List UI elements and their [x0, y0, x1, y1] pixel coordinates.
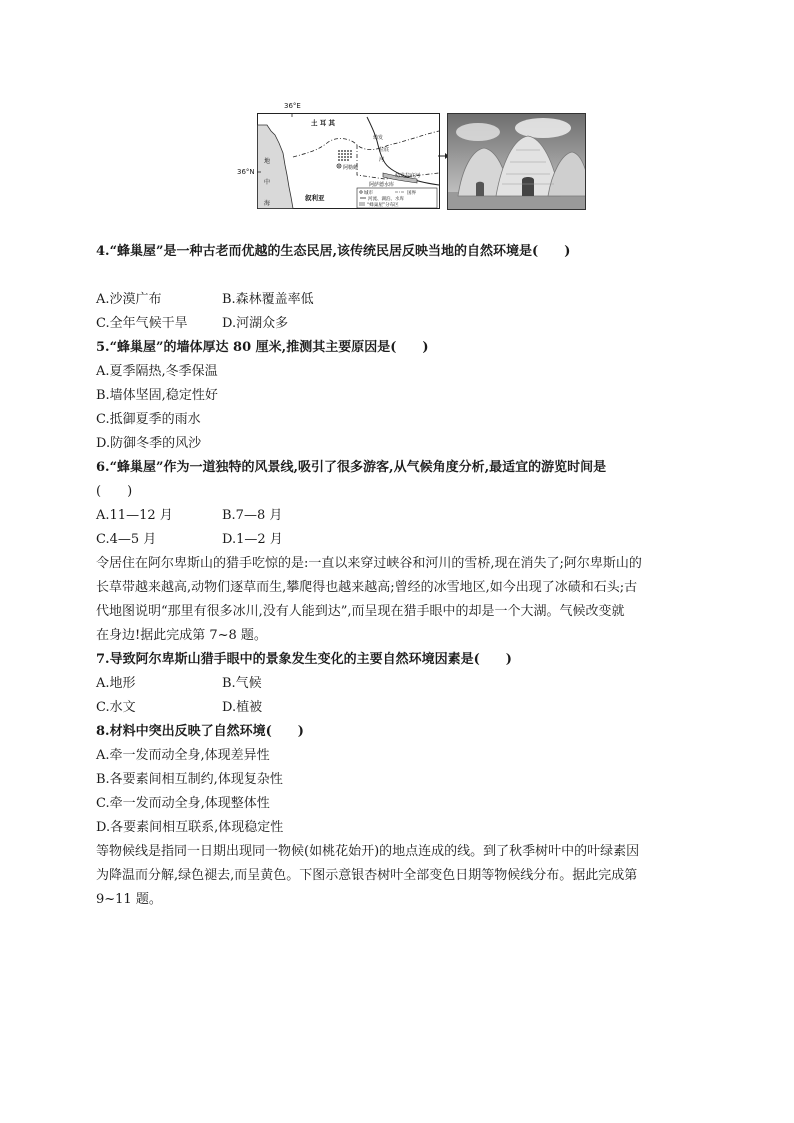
- q8-option-a[interactable]: A.牵一发而动全身,体现差异性: [96, 748, 270, 763]
- passage-phenology: [96, 840, 706, 912]
- q6-option-b[interactable]: B.7—8 月: [222, 508, 283, 523]
- passage-phenology-line: 为降温而分解,绿色褪去,而呈黄色。下图示意银杏树叶全部变色日期等物候线分布。据此完成第: [96, 868, 638, 883]
- q7-option-b[interactable]: B.气候: [222, 676, 262, 691]
- q7-stem: 7.导致阿尔卑斯山猎手眼中的景象发生变化的主要自然环境因素是( ): [96, 652, 512, 667]
- q5-option-a[interactable]: A.夏季隔热,冬季保温: [96, 364, 218, 379]
- q4-options-row2: [96, 312, 706, 336]
- river-label-2: 拉底: [379, 147, 390, 153]
- q6-options-row1: [96, 504, 706, 528]
- q8-option-c[interactable]: C.牵一发而动全身,体现整体性: [96, 796, 270, 811]
- hive-house-photo: [447, 113, 586, 210]
- q6-option-a[interactable]: A.11—12 月: [96, 508, 173, 523]
- legend-border: 国界: [407, 191, 416, 196]
- passage-alps-line: 代地图说明“那里有很多冰川,没有人能到达”,而呈现在猎手眼中的却是一个大湖。气候改变就: [96, 604, 625, 619]
- q4-options-row1: [96, 288, 706, 312]
- q6-stem-line1: 6.“蜂巢屋”作为一道独特的风景线,吸引了很多游客,从气候角度分析,最适宜的游览时间是: [96, 460, 607, 475]
- q4-stem: 4.“蜂巢屋”是一种古老而优越的生态民居,该传统民居反映当地的自然环境是( ): [96, 244, 571, 259]
- q7-options-row1: [96, 672, 706, 696]
- location-map: [257, 113, 440, 209]
- q4-option-b[interactable]: B.森林覆盖率低: [222, 292, 314, 307]
- lon-label: 36°E: [284, 102, 301, 110]
- map-and-photo-figure: [237, 102, 587, 210]
- reservoir-label: 阿萨德水库: [369, 182, 395, 188]
- passage-alps-line: 令居住在阿尔卑斯山的猎手吃惊的是:一直以来穿过峡谷和河川的雪桥,现在消失了;阿尔卑斯山的: [96, 556, 642, 571]
- q6-options-row2: [96, 528, 706, 552]
- q4-option-a[interactable]: A.沙漠广布: [96, 292, 162, 307]
- passage-alps-line: 长草带越来越高,动物们逐草而生,攀爬得也越来越高;曾经的冰雪地区,如今出现了冰碛和石头;古: [96, 580, 638, 595]
- q6-option-d[interactable]: D.1—2 月: [222, 532, 283, 547]
- legend-city: 城市: [364, 191, 373, 196]
- country-turkey-label: 土 耳 其: [311, 119, 336, 127]
- q5-option-b[interactable]: B.墙体坚固,稳定性好: [96, 388, 218, 403]
- q8-stem: 8.材料中突出反映了自然环境( ): [96, 724, 304, 739]
- q7-option-a[interactable]: A.地形: [96, 676, 136, 691]
- q4-option-c[interactable]: C.全年气候干旱: [96, 316, 188, 331]
- q8-option-d[interactable]: D.各要素间相互联系,体现稳定性: [96, 820, 284, 835]
- sea-label-3: 海: [264, 200, 271, 207]
- q8-option-b[interactable]: B.各要素间相互制约,体现复杂性: [96, 772, 283, 787]
- sea-label-1: 地: [264, 158, 271, 165]
- country-syria-label: 叙利亚: [305, 194, 325, 202]
- q7-option-d[interactable]: D.植被: [222, 700, 263, 715]
- legend-water: 河流、湖泊、水库: [368, 197, 404, 202]
- q5-option-c[interactable]: C.抵御夏季的雨水: [96, 412, 201, 427]
- city-label: 阿勒颇: [343, 165, 359, 171]
- passage-phenology-line: 等物候线是指同一日期出现同一物候(如桃花始开)的地点连成的线。到了秋季树叶中的叶绿素因: [96, 844, 640, 859]
- passage-alps: [96, 552, 706, 648]
- q4-option-d[interactable]: D.河湖众多: [222, 316, 289, 331]
- passage-alps-line: 在身边!据此完成第 7~8 题。: [96, 628, 267, 643]
- sea-label-2: 中: [264, 179, 271, 186]
- q6-stem-line2: ( ): [96, 484, 133, 499]
- q6-option-c[interactable]: C.4—5 月: [96, 532, 157, 547]
- river-label-3: 河: [379, 157, 385, 163]
- q5-stem: 5.“蜂巢屋”的墙体厚达 80 厘米,推测其主要原因是( ): [96, 340, 429, 355]
- q7-options-row2: [96, 696, 706, 720]
- passage-phenology-line: 9~11 题。: [96, 892, 162, 907]
- river-east-label: 幼发拉底河: [395, 173, 421, 179]
- question-content: [96, 240, 706, 912]
- lat-label: 36°N: [237, 168, 255, 176]
- river-label-1: 幼发: [373, 135, 384, 141]
- q7-option-c[interactable]: C.水文: [96, 700, 136, 715]
- legend-area: “蜂巢屋”分布区: [367, 203, 399, 208]
- q5-option-d[interactable]: D.防御冬季的风沙: [96, 436, 202, 451]
